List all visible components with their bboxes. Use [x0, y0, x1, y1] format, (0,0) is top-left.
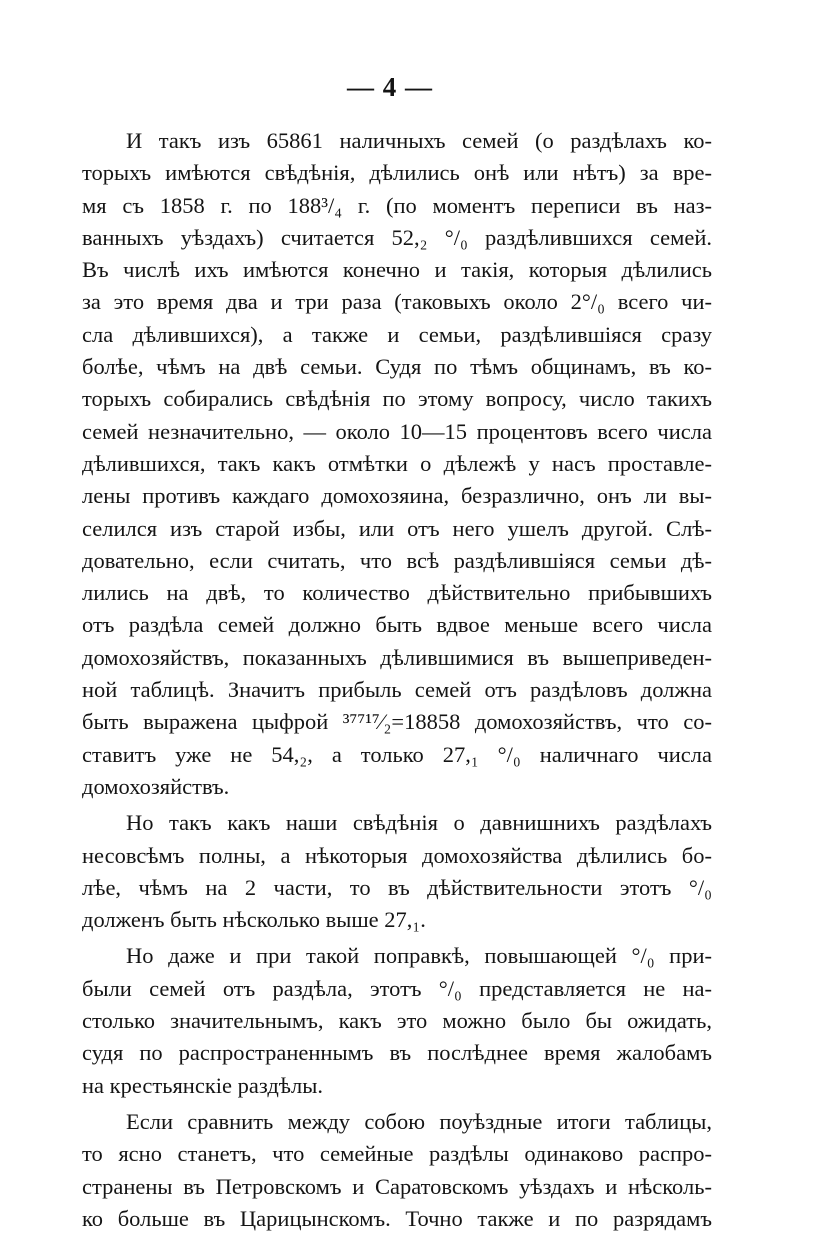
text-line: довательно, если считать, что всѣ раздѣлившіяся семьи дѣ-: [82, 547, 712, 573]
text-line: за это время два и три раза (таковыхъ около 2°/₀ всего чи-: [82, 289, 712, 315]
text-line: ной таблицѣ. Значитъ прибыль семей отъ раздѣловъ должна: [82, 677, 712, 703]
paragraph-3: [82, 940, 712, 1101]
text-line: торыхъ собирались свѣдѣнія по этому вопросу, число такихъ: [82, 386, 712, 412]
body-text: [82, 125, 712, 1235]
text-line: торыхъ имѣются свѣдѣнія, дѣлились онѣ или нѣтъ) за вре-: [82, 160, 712, 186]
text-line: ставитъ уже не 54,₂, а только 27,₁ °/₀ наличнаго числа: [82, 741, 712, 767]
text-line: столько значительнымъ, какъ это можно было бы ожидать,: [82, 1008, 712, 1034]
text-line: быть выражена цыфрой ³⁷⁷¹⁷⁄₂=18858 домохозяйствъ, что со-: [82, 709, 712, 735]
text-line: селился изъ старой избы, или отъ него ушелъ другой. Слѣ-: [82, 515, 712, 541]
text-line: лѣе, чѣмъ на 2 части, то въ дѣйствительности этотъ °/₀: [82, 874, 712, 900]
text-line: Въ числѣ ихъ имѣются конечно и такія, которыя дѣлились: [82, 257, 712, 283]
page-number: — 4 —: [347, 72, 433, 102]
text-line: семей незначительно, — около 10—15 процентовъ всего числа: [82, 418, 712, 444]
text-line: отъ раздѣла семей должно быть вдвое меньше всего числа: [82, 612, 712, 638]
paragraph-4: [82, 1106, 712, 1235]
text-line: И такъ изъ 65861 наличныхъ семей (о раздѣлахъ ко-: [126, 128, 712, 153]
text-line: домохозяйствъ.: [82, 773, 230, 799]
text-line: сла дѣлившихся), а также и семьи, раздѣлившіяся сразу: [82, 321, 712, 347]
text-line: то ясно станетъ, что семейные раздѣлы одинаково распро-: [82, 1141, 712, 1167]
text-line: были семей отъ раздѣла, этотъ °/₀ представляется не на-: [82, 975, 712, 1001]
text-line: дѣлившихся, такъ какъ отмѣтки о дѣлежѣ у насъ проставле-: [82, 450, 712, 476]
text-line: лены противъ каждаго домохозяина, безразлично, онъ ли вы-: [82, 483, 712, 509]
text-line: мя съ 1858 г. по 188³/₄ г. (по моментъ переписи въ наз-: [82, 192, 712, 218]
text-line: болѣе, чѣмъ на двѣ семьи. Судя по тѣмъ общинамъ, въ ко-: [82, 354, 712, 380]
text-line: лились на двѣ, то количество дѣйствительно прибывшихъ: [82, 580, 712, 606]
paragraph-1: [82, 125, 712, 803]
text-line: домохозяйствъ, показанныхъ дѣлившимися въ вышеприведен-: [82, 644, 712, 670]
paragraph-2: [82, 807, 712, 936]
text-line: странены въ Петровскомъ и Саратовскомъ уѣздахъ и нѣсколь-: [82, 1173, 712, 1199]
text-line: Но такъ какъ наши свѣдѣнія о давнишнихъ раздѣлахъ: [126, 810, 712, 836]
text-line: Если сравнить между собою поуѣздные итоги таблицы,: [126, 1108, 712, 1134]
text-line: Но даже и при такой поправкѣ, повышающей °/₀ при-: [126, 943, 712, 969]
text-line: долженъ быть нѣсколько выше 27,₁.: [82, 907, 426, 933]
text-line: ко больше въ Царицынскомъ. Точно также и по разрядамъ: [82, 1205, 712, 1231]
text-line: несовсѣмъ полны, а нѣкоторыя домохозяйства дѣлились бо-: [82, 842, 712, 868]
text-line: ванныхъ уѣздахъ) считается 52,₂ °/₀ раздѣлившихся семей.: [82, 224, 712, 250]
text-line: на крестьянскіе раздѣлы.: [82, 1072, 323, 1098]
text-line: судя по распространеннымъ въ послѣднее время жалобамъ: [82, 1040, 712, 1066]
